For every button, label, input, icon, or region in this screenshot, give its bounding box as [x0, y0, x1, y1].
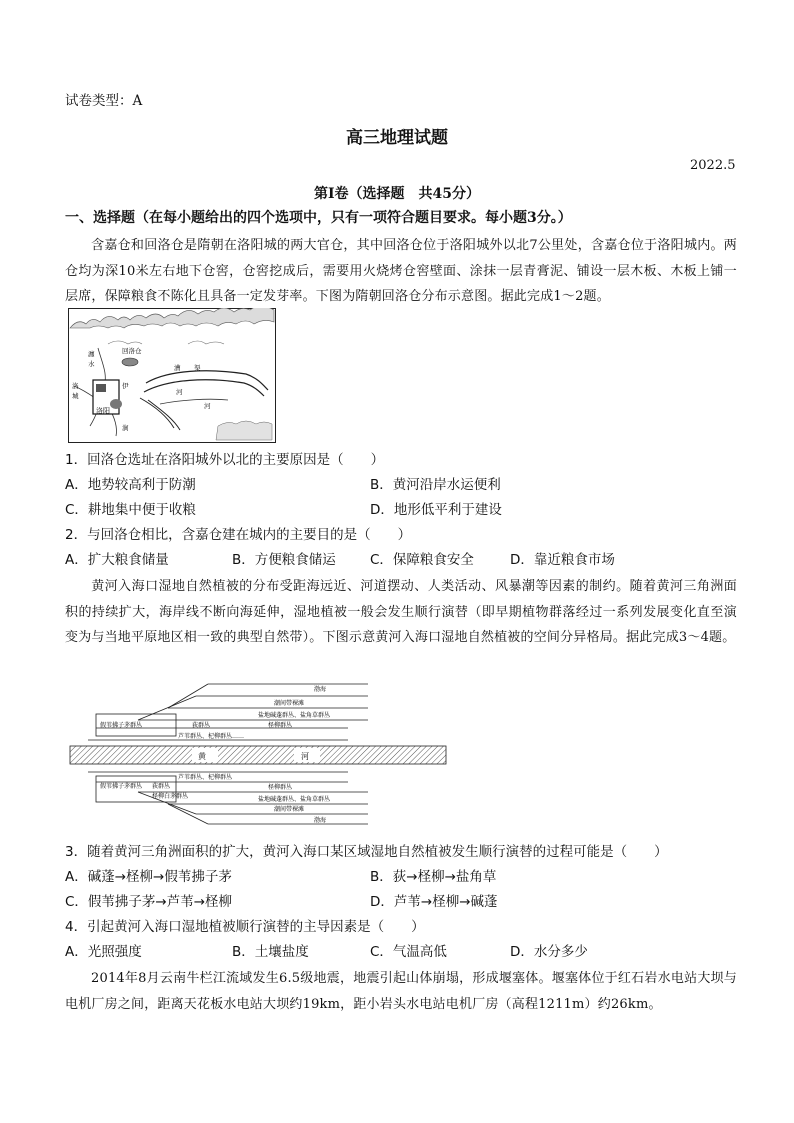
diagram-label-tidal-top: 潮间带裸滩 [274, 700, 305, 707]
diagram-label-chengliu-top: 柽柳群丛 [268, 722, 293, 729]
q4-option-a[interactable]: A．光照强度 [65, 944, 142, 960]
q2-option-c[interactable]: C．保障粮食安全 [370, 552, 474, 568]
paper-type: 试卷类型：A [65, 93, 143, 109]
passage-3 [65, 966, 737, 1017]
diagram-label-bohai-top: 渤海 [314, 686, 327, 693]
q1-option-a[interactable]: A．地势较高利于防潮 [65, 477, 196, 493]
map-label-luo: 洛 [72, 382, 79, 390]
question-3-stem: 3．随着黄河三角洲面积的扩大，黄河入海口某区域湿地自然植被发生顺行演替的过程可能是（ ） [65, 844, 668, 860]
passage-2 [65, 574, 737, 651]
q4-option-d[interactable]: D．水分多少 [510, 944, 588, 960]
diagram-label-jiawei-top: 假苇拂子茅群丛 [100, 722, 143, 729]
passage-1 [65, 233, 737, 310]
map-label-qu: 渠 [194, 364, 201, 372]
map-label-shui: 水 [88, 360, 95, 368]
map-label-chan: 瀍 [88, 350, 95, 358]
q3-option-d[interactable]: D．芦苇→柽柳→碱蓬 [370, 894, 498, 910]
q2-option-b[interactable]: B．方便粮食储运 [232, 552, 336, 568]
diagram-label-di-bottom: 荻群丛 [152, 783, 171, 790]
question-2-stem: 2．与回洛仓相比，含嘉仓建在城内的主要目的是（ ） [65, 527, 412, 543]
q3-option-a[interactable]: A．碱蓬→柽柳→假苇拂子茅 [65, 869, 232, 885]
q1-option-b[interactable]: B．黄河沿岸水运便利 [370, 477, 501, 493]
diagram-label-jianpeng-bottom: 盐地碱蓬群丛、盐角草群丛 [258, 796, 331, 803]
map-label-jian: 涧 [122, 424, 129, 432]
huiluo-granary-map [68, 308, 276, 443]
map-label-cheng: 城 [72, 392, 79, 400]
diagram-label-jiawei-bottom: 假苇拂子茅群丛 [100, 783, 143, 790]
exam-date: 2022.5 [690, 158, 736, 173]
part-heading: 一、选择题（在每小题给出的四个选项中，只有一项符合题目要求。每小题3分。） [65, 210, 572, 226]
diagram-label-huang: 黄 [198, 752, 206, 761]
map-label-city: 洛阳 [96, 407, 110, 415]
q3-option-c[interactable]: C．假苇拂子茅→芦苇→柽柳 [65, 894, 233, 910]
passage-3-text: 2014年8月云南牛栏江流域发生6.5级地震，地震引起山体崩塌，形成堰塞体。堰塞体位于红石岩水电站大坝与电机厂房之间，距离天花板水电站大坝约19km，距小岩头水电站电机厂房（高程1211m）约26km。 [65, 971, 737, 1012]
map-label-yi: 伊 [122, 382, 129, 390]
diagram-label-luwei-top: 芦苇群丛、杞柳群丛…… [178, 733, 245, 740]
vegetation-zonation-diagram [68, 680, 448, 828]
map-label-huiluo: 回洛仓 [122, 347, 142, 355]
question-4-stem: 4．引起黄河入海口湿地植被顺行演替的主导因素是（ ） [65, 919, 425, 935]
passage-2-text: 黄河入海口湿地自然植被的分布受距海远近、河道摆动、人类活动、风暴潮等因素的制约。随着黄河三角洲面积的持续扩大，海岸线不断向海延伸，湿地植被一般会发生顺行演替（即早期植物群落经过一系列发展变化直至演变为与当地平原地区相一致的典型自然带）。下图示意黄河入海口湿地自然植被的空间分异格局。据此完成3～4题。 [65, 579, 737, 645]
diagram-label-di-top: 荻群丛 [192, 722, 211, 729]
q2-option-d[interactable]: D．靠近粮食市场 [510, 552, 615, 568]
map-label-he: 河 [204, 402, 211, 410]
q1-option-c[interactable]: C．耕地集中便于收粮 [65, 502, 196, 518]
map-label-cao: 漕 [174, 364, 181, 372]
diagram-label-baimao-bottom: 柽柳白茅群丛 [152, 793, 189, 800]
diagram-label-luwei-bottom: 芦苇群丛、杞柳群丛 [178, 774, 233, 781]
diagram-label-he: 河 [301, 752, 309, 761]
map-label-luo-river: 河 [176, 388, 183, 396]
page-title: 高三地理试题 [346, 128, 448, 148]
diagram-label-chengliu-bottom: 柽柳群丛 [268, 784, 293, 791]
diagram-label-tidal-bottom: 潮间带裸滩 [274, 806, 305, 813]
section-title: 第Ⅰ卷（选择题 共45分） [313, 186, 481, 202]
diagram-label-jianpeng-top: 盐地碱蓬群丛、盐角草群丛 [258, 712, 331, 719]
q4-option-c[interactable]: C．气温高低 [370, 944, 447, 960]
question-1-stem: 1．回洛仓选址在洛阳城外以北的主要原因是（ ） [65, 452, 385, 468]
q2-option-a[interactable]: A．扩大粮食储量 [65, 552, 169, 568]
q1-option-d[interactable]: D．地形低平利于建设 [370, 502, 502, 518]
diagram-label-bohai-bottom: 渤海 [314, 817, 327, 824]
passage-1-text: 含嘉仓和回洛仓是隋朝在洛阳城的两大官仓，其中回洛仓位于洛阳城外以北7公里处，含嘉仓位于洛阳城内。两仓均为深10米左右地下仓窖，仓窖挖成后，需要用火烧烤仓窖壁面、涂抹一层青膏泥、铺设一层木板、木板上铺一层席，保障粮食不陈化且具备一定发芽率。下图为隋朝回洛仓分布示意图。据此完成1～2题。 [65, 238, 737, 304]
q4-option-b[interactable]: B．土壤盐度 [232, 944, 309, 960]
q3-option-b[interactable]: B．荻→柽柳→盐角草 [370, 869, 497, 885]
